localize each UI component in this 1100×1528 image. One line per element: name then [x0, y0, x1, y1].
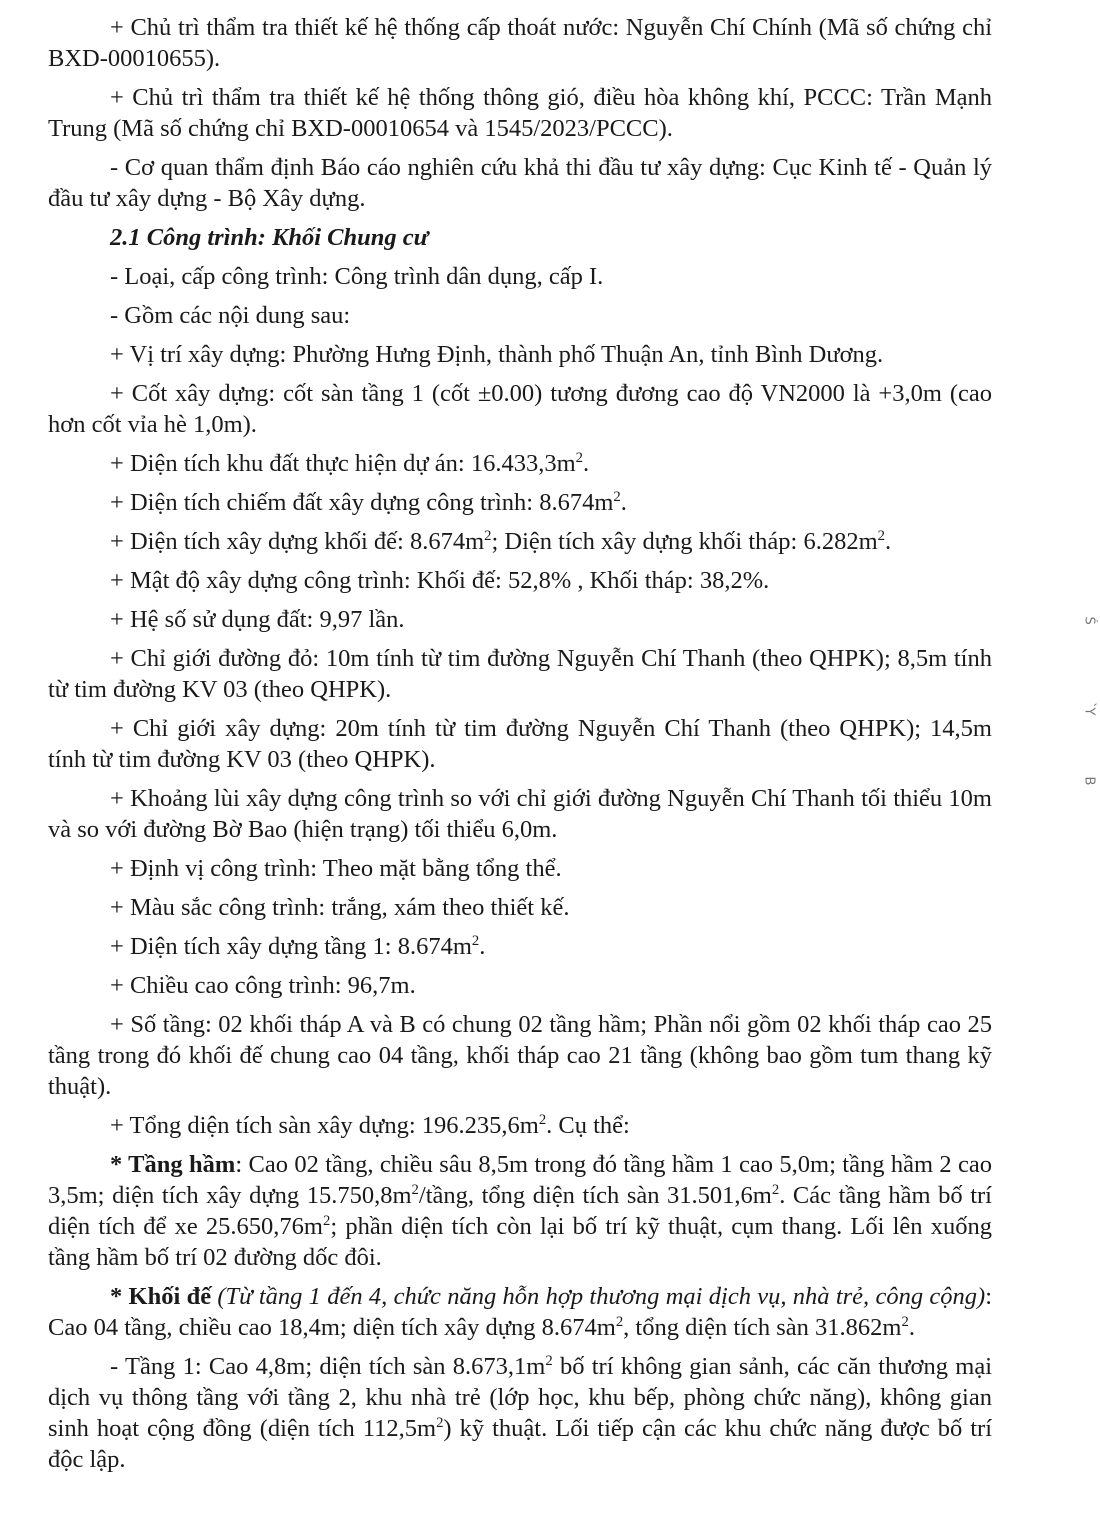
margin-scan-mark: Ś — [1081, 616, 1097, 624]
superscript: 2 — [545, 1353, 553, 1370]
text: + Diện tích xây dựng khối đế: 8.674m — [110, 528, 485, 555]
text: : Cao 04 tầng, chiều cao 18,4m; diện tích xây dựng 8.674m — [48, 1283, 992, 1341]
text: . Cụ thể: — [546, 1112, 630, 1139]
paragraph: + Chủ trì thẩm tra thiết kế hệ thống cấp thoát nước: Nguyễn Chí Chính (Mã số chứng chỉ BXD-00010655). — [48, 14, 992, 72]
text: ; phần diện tích còn lại bố trí kỹ thuật, cụm thang. Lối lên xuống tầng hầm bố trí 02 đường dốc đôi. — [48, 1213, 992, 1271]
margin-scan-mark: B — [1081, 776, 1097, 785]
paragraph: + Chiều cao công trình: 96,7m. — [110, 972, 416, 999]
paragraph — [48, 526, 992, 557]
paragraph: + Chỉ giới đường đỏ: 10m tính từ tim đường Nguyễn Chí Thanh (theo QHPK); 8,5m tính từ tim đường KV 03 (theo QHPK). — [48, 645, 992, 703]
superscript: 2 — [538, 1112, 547, 1129]
text: - Tầng 1: Cao 4,8m; diện tích sàn 8.673,1m — [110, 1353, 546, 1380]
paragraph: + Chỉ giới xây dựng: 20m tính từ tim đường Nguyễn Chí Thanh (theo QHPK); 14,5m tính từ tim đường KV 03 (theo QHPK). — [48, 715, 992, 773]
superscript: 2 — [436, 1415, 444, 1432]
text: . — [583, 450, 590, 477]
paragraph: - Cơ quan thẩm định Báo cáo nghiên cứu khả thi đầu tư xây dựng: Cục Kinh tế - Quản lý đầu tư xây dựng - Bộ Xây dựng. — [48, 154, 992, 212]
text: , tổng diện tích sàn 31.862m — [623, 1314, 902, 1341]
superscript: 2 — [575, 450, 583, 467]
superscript: 2 — [771, 1182, 780, 1199]
text: + Diện tích khu đất thực hiện dự án: 16.433,3m — [110, 450, 576, 477]
bold-label: * Tầng hầm — [110, 1151, 236, 1178]
superscript: 2 — [615, 1314, 624, 1331]
text: /tầng, tổng diện tích sàn 31.501,6m — [418, 1182, 772, 1209]
superscript: 2 — [471, 933, 480, 950]
superscript: 2 — [613, 489, 621, 506]
text: . — [885, 528, 892, 555]
margin-scan-mark: ̀Y — [1081, 708, 1097, 715]
paragraph: + Vị trí xây dựng: Phường Hưng Định, thành phố Thuận An, tỉnh Bình Dương. — [110, 341, 884, 368]
document-page — [48, 12, 992, 1483]
paragraph — [48, 448, 992, 479]
text: ; Diện tích xây dựng khối tháp: 6.282m — [491, 528, 878, 555]
superscript: 2 — [901, 1314, 909, 1331]
paragraph: + Số tầng: 02 khối tháp A và B có chung 02 tầng hầm; Phần nổi gồm 02 khối tháp cao 25 tầng trong đó khối đế chung cao 04 tầng, khối tháp cao 21 tầng (không bao gồm tum thang kỹ thuật). — [48, 1011, 992, 1100]
text: . — [620, 489, 627, 516]
text: . Các tầng hầm bố trí diện tích để xe 25.650,76m — [48, 1182, 992, 1240]
text: + Diện tích chiếm đất xây dựng công trình: 8.674m — [110, 489, 614, 516]
text: . — [479, 933, 486, 960]
paragraph — [48, 1149, 992, 1273]
superscript: 2 — [322, 1213, 331, 1230]
paragraph — [48, 931, 992, 962]
paragraph: + Định vị công trình: Theo mặt bằng tổng thể. — [110, 855, 562, 882]
paragraph: + Khoảng lùi xây dựng công trình so với chỉ giới đường Nguyễn Chí Thanh tối thiểu 10m và so với đường Bờ Bao (hiện trạng) tối thiểu 6,0m. — [48, 785, 992, 843]
text: bố trí không gian sảnh, các căn thương mại dịch vụ thông tầng với tầng 2, khu nhà trẻ (lớp học, khu bếp, phòng chức năng), không gian sinh hoạt cộng đồng (diện tích 112,5m — [48, 1353, 993, 1442]
paragraph — [48, 1351, 992, 1475]
paragraph: + Hệ số sử dụng đất: 9,97 lần. — [110, 606, 405, 633]
text: ) kỹ thuật. Lối tiếp cận các khu chức năng được bố trí độc lập. — [48, 1415, 993, 1473]
paragraph — [48, 1110, 992, 1141]
italic-note: (Từ tầng 1 đến 4, chức năng hỗn hợp thương mại dịch vụ, nhà trẻ, công cộng) — [211, 1283, 986, 1310]
text: + Diện tích xây dựng tầng 1: 8.674m — [110, 933, 472, 960]
paragraph: + Mật độ xây dựng công trình: Khối đế: 52,8% , Khối tháp: 38,2%. — [110, 567, 770, 594]
text: + Tổng diện tích sàn xây dựng: 196.235,6m — [110, 1112, 539, 1139]
paragraph: - Gồm các nội dung sau: — [110, 302, 351, 329]
bold-label: * Khối đế — [110, 1283, 212, 1310]
paragraph: + Chủ trì thẩm tra thiết kế hệ thống thông gió, điều hòa không khí, PCCC: Trần Mạnh Trung (Mã số chứng chỉ BXD-00010654 và 1545/2023/PCCC). — [48, 84, 992, 142]
section-heading: 2.1 Công trình: Khối Chung cư — [110, 224, 429, 251]
text: . — [908, 1314, 915, 1341]
paragraph: + Màu sắc công trình: trắng, xám theo thiết kế. — [110, 894, 570, 921]
paragraph: + Cốt xây dựng: cốt sàn tầng 1 (cốt ±0.00) tương đương cao độ VN2000 là +3,0m (cao hơn cốt vỉa hè 1,0m). — [48, 380, 992, 438]
paragraph — [48, 487, 992, 518]
text: : Cao 02 tầng, chiều sâu 8,5m trong đó tầng hầm 1 cao 5,0m; tầng hầm 2 cao 3,5m; diện tích xây dựng 15.750,8m — [48, 1151, 993, 1209]
paragraph — [48, 1281, 992, 1343]
superscript: 2 — [411, 1182, 419, 1199]
superscript: 2 — [877, 528, 886, 545]
paragraph: - Loại, cấp công trình: Công trình dân dụng, cấp I. — [110, 263, 604, 290]
superscript: 2 — [484, 528, 492, 545]
